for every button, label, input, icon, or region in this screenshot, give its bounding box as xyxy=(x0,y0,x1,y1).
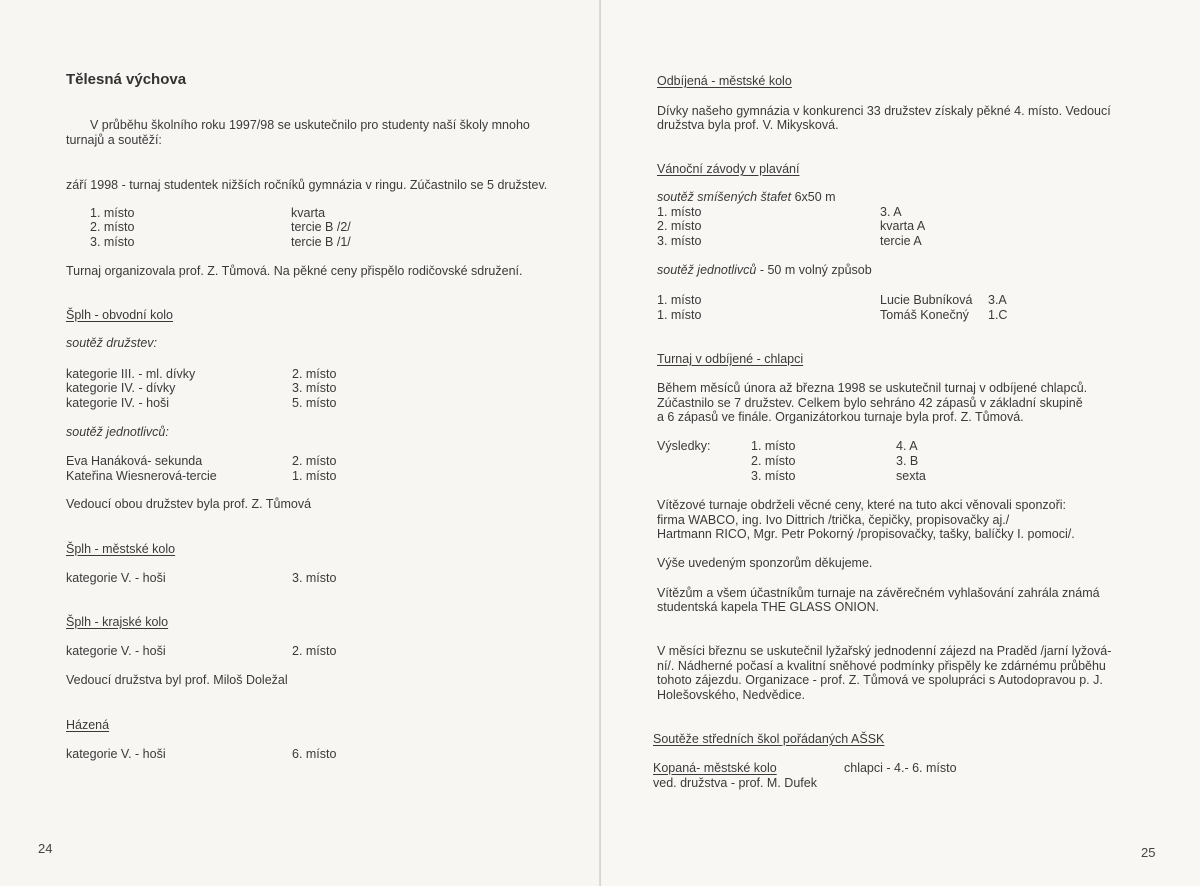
splh-indiv-name-2: Kateřina Wiesnerová-tercie xyxy=(66,469,217,483)
splh-team-cat-1: kategorie III. - ml. dívky xyxy=(66,367,196,381)
ring-note: Turnaj organizovala prof. Z. Tůmová. Na pěkné ceny přispělo rodičovské sdružení. xyxy=(66,264,523,278)
band-line-2: studentská kapela THE GLASS ONION. xyxy=(657,600,880,614)
result-team-3: sexta xyxy=(896,469,926,483)
swim-place-1: 1. místo xyxy=(657,293,702,307)
splh-indiv-place-2: 1. místo xyxy=(292,469,337,483)
splh-obvod-indiv-label: soutěž jednotlivců: xyxy=(66,425,169,439)
swim-class-2: 1.C xyxy=(988,308,1008,322)
swim-indiv-label-rest: - 50 m volný způsob xyxy=(756,263,872,277)
relay-team-2: kvarta A xyxy=(880,219,926,233)
result-place-3: 3. místo xyxy=(751,469,796,483)
splh-team-place-3: 5. místo xyxy=(292,396,337,410)
splh-mesto-heading: Šplh - městské kolo xyxy=(66,542,176,556)
splh-indiv-name-1: Eva Hanáková- sekunda xyxy=(66,454,203,468)
swim-indiv-label-italic: soutěž jednotlivců xyxy=(657,263,757,277)
result-team-1: 4. A xyxy=(896,439,918,453)
football-result: chlapci - 4.- 6. místo xyxy=(844,761,957,775)
relay-label-rest: 6x50 m xyxy=(791,190,836,204)
turnaj-heading: Turnaj v odbíjené - chlapci xyxy=(657,352,804,366)
ring-place-1: 1. místo xyxy=(90,206,135,220)
splh-mesto-cat: kategorie V. - hoši xyxy=(66,571,166,585)
ring-team-1: kvarta xyxy=(291,206,326,220)
sponsors-line-1: Vítězové turnaje obdrželi věcné ceny, které na tuto akci věnovali sponzoři: xyxy=(657,498,1067,512)
ski-line-4: Holešovského, Nedvědice. xyxy=(657,688,805,702)
splh-kraj-cat: kategorie V. - hoši xyxy=(66,644,166,658)
hazena-cat: kategorie V. - hoši xyxy=(66,747,166,761)
plavani-heading: Vánoční závody v plavání xyxy=(657,162,800,176)
splh-team-place-2: 3. místo xyxy=(292,381,337,395)
sponsors-line-3: Hartmann RICO, Mgr. Petr Pokorný /propisovačky, tašky, balíčky I. pomoci/. xyxy=(657,527,1075,541)
swim-place-2: 1. místo xyxy=(657,308,702,322)
ring-place-2: 2. místo xyxy=(90,220,135,234)
splh-obvod-heading: Šplh - obvodní kolo xyxy=(66,308,174,322)
splh-indiv-place-1: 2. místo xyxy=(292,454,337,468)
splh-kraj-heading: Šplh - krajské kolo xyxy=(66,615,169,629)
swim-indiv-label xyxy=(657,263,872,277)
result-team-2: 3. B xyxy=(896,454,919,468)
ski-line-3: tohoto zájezdu. Organizace - prof. Z. Tůmová ve spolupráci s Autodopravou p. J. xyxy=(657,673,1103,687)
ring-team-3: tercie B /1/ xyxy=(291,235,351,249)
odbijena-text-2: družstva byla prof. V. Mikysková. xyxy=(657,118,839,132)
relay-label xyxy=(657,190,836,204)
ski-line-2: ní/. Nádherné počasí a kvalitní sněhové podmínky přispěly ke zdárnému průběhu xyxy=(657,659,1106,673)
relay-label-italic: soutěž smíšených štafet xyxy=(657,190,792,204)
odbijena-heading: Odbíjená - městské kolo xyxy=(657,74,792,88)
page-title: Tělesná výchova xyxy=(66,71,187,88)
page-number-left: 24 xyxy=(38,841,53,856)
intro-line-2: turnajů a soutěží: xyxy=(66,133,162,147)
relay-place-2: 2. místo xyxy=(657,219,702,233)
result-place-1: 1. místo xyxy=(751,439,796,453)
turnaj-text-2: Zúčastnilo se 7 družstev. Celkem bylo sehráno 42 zápasů v základní skupině xyxy=(657,396,1083,410)
splh-obvod-teams-label: soutěž družstev: xyxy=(66,336,158,350)
hazena-heading: Házená xyxy=(66,718,110,732)
page-number-right: 25 xyxy=(1141,845,1156,860)
splh-team-cat-3: kategorie IV. - hoši xyxy=(66,396,170,410)
swim-class-1: 3.A xyxy=(988,293,1007,307)
relay-team-1: 3. A xyxy=(880,205,902,219)
hazena-place: 6. místo xyxy=(292,747,337,761)
splh-obvod-leader: Vedoucí obou družstev byla prof. Z. Tůmová xyxy=(66,497,312,511)
swim-name-1: Lucie Bubníková xyxy=(880,293,973,307)
ring-team-2: tercie B /2/ xyxy=(291,220,351,234)
thanks-line: Výše uvedeným sponzorům děkujeme. xyxy=(657,556,873,570)
ring-place-3: 3. místo xyxy=(90,235,135,249)
band-line-1: Vítězům a všem účastníkům turnaje na závěrečném vyhlašování zahrála známá xyxy=(657,586,1100,600)
right-page xyxy=(601,0,1200,886)
splh-team-place-1: 2. místo xyxy=(292,367,337,381)
relay-place-1: 1. místo xyxy=(657,205,702,219)
relay-place-3: 3. místo xyxy=(657,234,702,248)
football-leader: ved. družstva - prof. M. Dufek xyxy=(653,776,817,790)
splh-kraj-place: 2. místo xyxy=(292,644,337,658)
sponsors-line-2: firma WABCO, ing. Ivo Dittrich /trička, čepičky, propisovačky aj./ xyxy=(657,513,1010,527)
ring-line: září 1998 - turnaj studentek nižších ročníků gymnázia v ringu. Zúčastnilo se 5 družstev. xyxy=(66,178,548,192)
turnaj-text-1: Během měsíců února až března 1998 se uskutečnil turnaj v odbíjené chlapců. xyxy=(657,381,1088,395)
splh-team-cat-2: kategorie IV. - dívky xyxy=(66,381,176,395)
odbijena-text-1: Dívky našeho gymnázia v konkurenci 33 družstev získaly pěkné 4. místo. Vedoucí xyxy=(657,104,1111,118)
splh-mesto-place: 3. místo xyxy=(292,571,337,585)
football-heading: Kopaná- městské kolo xyxy=(653,761,777,775)
results-label: Výsledky: xyxy=(657,439,711,453)
relay-team-3: tercie A xyxy=(880,234,922,248)
result-place-2: 2. místo xyxy=(751,454,796,468)
splh-kraj-leader: Vedoucí družstva byl prof. Miloš Doležal xyxy=(66,673,288,687)
intro-line-1: V průběhu školního roku 1997/98 se uskutečnilo pro studenty naší školy mnoho xyxy=(90,118,530,132)
assk-heading: Soutěže středních škol pořádaných AŠSK xyxy=(653,732,885,746)
ski-line-1: V měsíci březnu se uskutečnil lyžařský jednodenní zájezd na Praděd /jarní lyžová- xyxy=(657,644,1112,658)
swim-name-2: Tomáš Konečný xyxy=(880,308,969,322)
turnaj-text-3: a 6 zápasů ve finále. Organizátorkou turnaje byla prof. Z. Tůmová. xyxy=(657,410,1024,424)
